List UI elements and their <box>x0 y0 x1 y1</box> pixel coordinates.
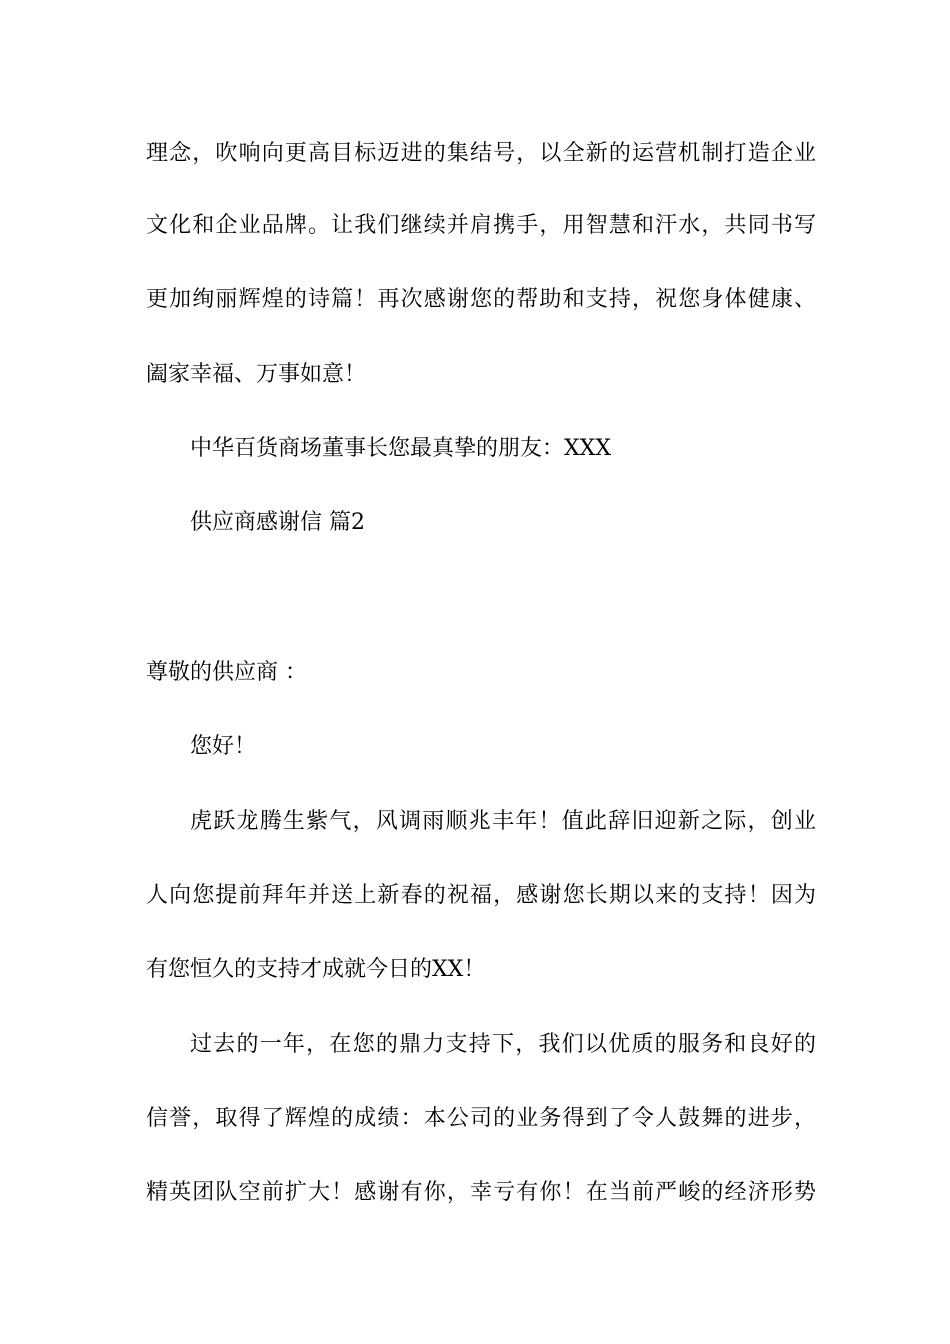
section-title: 供应商感谢信 篇2 <box>190 510 365 535</box>
paragraph-line: 过去的一年，在您的鼎力支持下，我们以优质的服务和良好的 <box>190 1032 816 1057</box>
salutation: 尊敬的供应商 ： <box>146 660 307 685</box>
paragraph-line: 有您恒久的支持才成就今日的XX！ <box>146 957 486 982</box>
paragraph-line: 更加绚丽辉煌的诗篇！再次感谢您的帮助和支持，祝您身体健康、 <box>146 287 816 312</box>
paragraph-line: 人向您提前拜年并送上新春的祝福，感谢您长期以来的支持！因为 <box>146 883 816 908</box>
signature-line: 中华百货商场董事长您最真挚的朋友：XXX <box>190 436 611 461</box>
paragraph-line: 信誉，取得了辉煌的成绩：本公司的业务得到了令人鼓舞的进步， <box>146 1106 816 1131</box>
paragraph-line: 理念，吹响向更高目标迈进的集结号，以全新的运营机制打造企业 <box>146 141 816 166</box>
paragraph-line: 阖家幸福、万事如意！ <box>146 362 367 387</box>
paragraph-line: 虎跃龙腾生紫气，风调雨顺兆丰年！值此辞旧迎新之际，创业 <box>190 809 816 834</box>
paragraph-line: 文化和企业品牌。让我们继续并肩携手，用智慧和汗水，共同书写 <box>146 213 816 238</box>
greeting: 您好！ <box>190 734 257 759</box>
paragraph-line: 精英团队空前扩大！感谢有你，幸亏有你！在当前严峻的经济形势 <box>146 1180 816 1205</box>
